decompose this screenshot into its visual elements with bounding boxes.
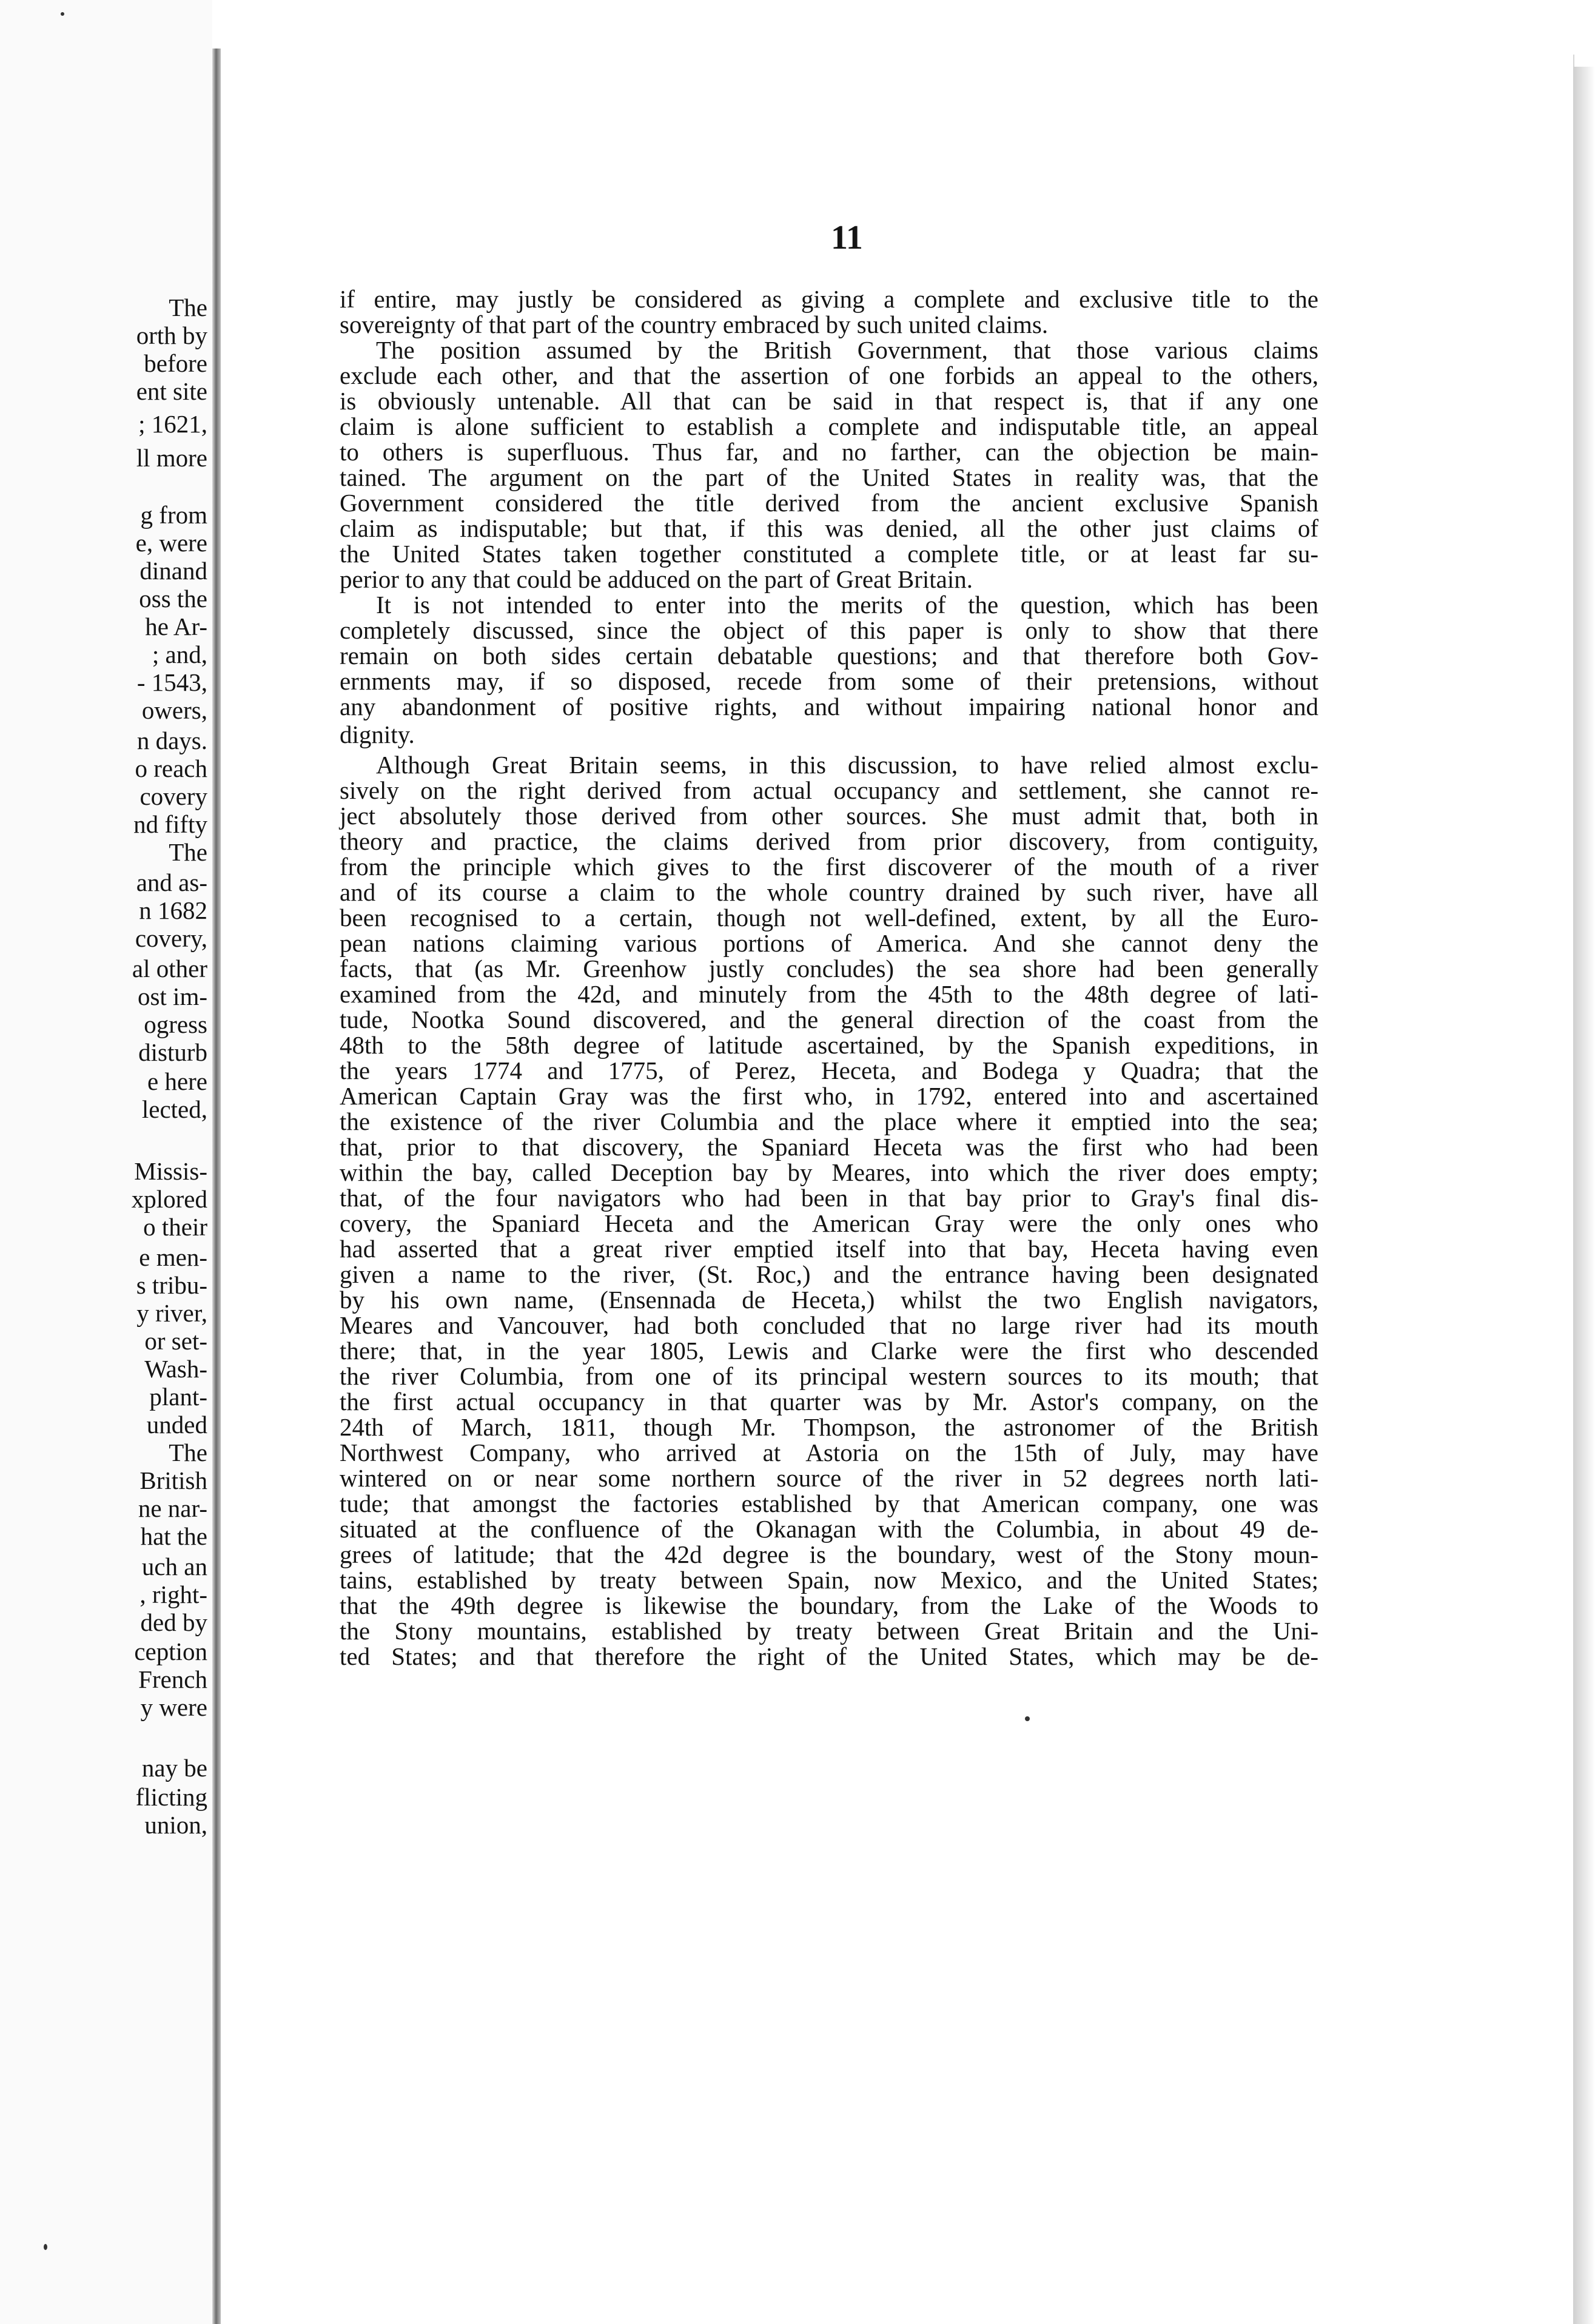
text-line: given a name to the river, (St. Roc,) and the entrance having been designated (340, 1260, 1318, 1288)
text-line: situated at the confluence of the Okanagan with the Columbia, in about 49 de- (340, 1515, 1318, 1543)
left-page-fragment: ent site (136, 377, 207, 405)
left-page-fragment: ; and, (152, 640, 207, 668)
left-page-fragment: xplored (131, 1185, 207, 1213)
text-line: claim as indisputable; but that, if this was denied, all the other just claims of (340, 514, 1318, 542)
text-line: been recognised to a certain, though not well-defined, extent, by all the Euro- (340, 904, 1318, 932)
text-line: that, prior to that discovery, the Spaniard Heceta was the first who had been (340, 1133, 1318, 1161)
left-page-fragment: nay be (141, 1754, 207, 1782)
left-page-fragment: owers, (141, 696, 207, 724)
left-page-fragment: The (169, 838, 207, 866)
text-line: that, of the four navigators who had been in that bay prior to Gray's final dis- (340, 1184, 1318, 1212)
text-line: remain on both sides certain debatable questions; and that therefore both Gov- (340, 642, 1318, 670)
text-line: sovereignty of that part of the country embraced by such united claims. (340, 311, 1049, 338)
left-page-fragment: covery (139, 782, 207, 810)
text-line: the first actual occupancy in that quarter was by Mr. Astor's company, on the (340, 1388, 1318, 1416)
text-line: It is not intended to enter into the merits of the question, which has been (376, 591, 1318, 619)
text-line: ted States; and that therefore the right of the United States, which may be de- (340, 1642, 1318, 1670)
text-line: to others is superfluous. Thus far, and no farther, can the objection be main- (340, 438, 1318, 466)
text-line: American Captain Gray was the first who, in 1792, entered into and ascertained (340, 1082, 1318, 1110)
text-line: completely discussed, since the object of this paper is only to show that there (340, 616, 1318, 644)
text-line: 24th of March, 1811, though Mr. Thompson, the astronomer of the British (340, 1413, 1318, 1441)
print-speck (61, 12, 64, 16)
text-line: is obviously untenable. All that can be said in that respect is, that if any one (340, 387, 1318, 415)
left-page-fragment: flicting (135, 1783, 207, 1811)
text-line: Northwest Company, who arrived at Astoria on the 15th of July, may have (340, 1439, 1318, 1466)
left-page-fragment: or set- (144, 1327, 207, 1355)
text-line: facts, that (as Mr. Greenhow justly concludes) the sea shore had been generally (340, 955, 1318, 982)
text-line: Meares and Vancouver, had both concluded that no large river had its mouth (340, 1311, 1318, 1339)
text-line: had asserted that a great river emptied itself into that bay, Heceta having even (340, 1235, 1318, 1263)
text-line: the existence of the river Columbia and the place where it emptied into the sea; (340, 1107, 1318, 1135)
left-page-fragment: nd fifty (133, 810, 207, 838)
left-page-fragment: y were (140, 1693, 207, 1721)
left-page-fragment: y river, (136, 1299, 207, 1327)
left-page-fragment: ost im- (137, 982, 207, 1010)
page-edge (1573, 67, 1595, 2324)
text-line: there; that, in the year 1805, Lewis and Clarke were the first who descended (340, 1337, 1318, 1365)
text-line: Government considered the title derived from the ancient exclusive Spanish (340, 489, 1318, 517)
left-page-fragment: e here (147, 1067, 207, 1095)
text-line: the Stony mountains, established by treaty between Great Britain and the Uni- (340, 1617, 1318, 1645)
left-page-fragment: French (138, 1665, 207, 1693)
text-line: the years 1774 and 1775, of Perez, Heceta, and Bodega y Quadra; that the (340, 1056, 1318, 1084)
left-page-fragment: and as- (136, 868, 207, 896)
left-page-fragment: e men- (139, 1243, 207, 1271)
text-line: exclude each other, and that the assertion of one forbids an appeal to the others, (340, 361, 1318, 389)
text-line: tains, established by treaty between Spain, now Mexico, and the United States; (340, 1566, 1318, 1594)
left-page-fragment: British (139, 1466, 207, 1494)
print-speck (1025, 1716, 1030, 1721)
left-page-fragment: dinand (139, 557, 207, 585)
text-line: the United States taken together constituted a complete title, or at least far su- (340, 540, 1318, 568)
text-line: the river Columbia, from one of its principal western sources to its mouth; that (340, 1362, 1318, 1390)
left-page-fragment: unded (146, 1411, 207, 1439)
left-page-fragment: ; 1621, (138, 410, 207, 438)
text-line: 48th to the 58th degree of latitude ascertained, by the Spanish expeditions, in (340, 1031, 1318, 1059)
book-spine (212, 49, 221, 2324)
left-page-fragment: Missis- (134, 1157, 207, 1185)
text-line: and of its course a claim to the whole country drained by such river, have all (340, 878, 1318, 906)
left-page-fragment: n days. (136, 727, 207, 754)
left-page-fragment: ne nar- (138, 1494, 207, 1522)
text-line: sively on the right derived from actual occupancy and settlement, she cannot re- (340, 776, 1318, 804)
left-page-fragment: o reach (135, 754, 207, 782)
left-page-fragment: he Ar- (145, 613, 207, 640)
text-line: examined from the 42d, and minutely from the 45th to the 48th degree of lati- (340, 980, 1318, 1008)
left-page-fragment: Wash- (144, 1355, 207, 1383)
text-line: theory and practice, the claims derived from prior discovery, from contiguity, (340, 827, 1318, 855)
text-line: wintered on or near some northern source of the river in 52 degrees north lati- (340, 1464, 1318, 1492)
text-line: The position assumed by the British Government, that those various claims (376, 336, 1318, 364)
left-page-fragment: oss the (139, 585, 207, 613)
left-page-fragment: n 1682 (139, 896, 207, 924)
print-speck (44, 2244, 47, 2250)
left-page-fragment: - 1543, (136, 668, 207, 696)
left-page-fragment: ception (134, 1637, 207, 1665)
left-page-fragment: The (169, 1439, 207, 1466)
text-line: within the bay, called Deception bay by Meares, into which the river does empty; (340, 1158, 1318, 1186)
left-page-fragment: ded by (140, 1608, 207, 1636)
text-line: dignity. (340, 720, 415, 748)
text-line: perior to any that could be adduced on the part of Great Britain. (340, 565, 973, 593)
text-line: tained. The argument on the part of the United States in reality was, that the (340, 463, 1318, 491)
text-line: tude; that amongst the factories established by that American company, one was (340, 1489, 1318, 1517)
text-line: if entire, may justly be considered as giving a complete and exclusive title to the (340, 285, 1318, 313)
left-page-fragment: lected, (141, 1095, 207, 1123)
text-line: any abandonment of positive rights, and without impairing national honor and (340, 693, 1318, 720)
text-line: from the principle which gives to the first discoverer of the mouth of a river (340, 853, 1318, 881)
text-line: pean nations claiming various portions of America. And she cannot deny the (340, 929, 1318, 957)
left-page-fragment: g from (140, 501, 207, 529)
text-line: that the 49th degree is likewise the boundary, from the Lake of the Woods to (340, 1591, 1318, 1619)
left-page-fragment: plant- (149, 1383, 207, 1411)
left-page-fragment: orth by (136, 321, 207, 349)
left-page-fragment: ll more (136, 444, 207, 472)
left-page-fragment: hat the (140, 1522, 207, 1550)
left-page-fragment: , right- (139, 1580, 207, 1608)
text-line: ject absolutely those derived from other sources. She must admit that, both in (340, 802, 1318, 830)
text-line: ernments may, if so disposed, recede from some of their pretensions, without (340, 667, 1318, 695)
left-page-fragment: al other (132, 955, 207, 982)
left-page-fragment: s tribu- (136, 1271, 207, 1299)
left-page-fragment: The (169, 294, 207, 321)
page-number: 11 (831, 219, 863, 257)
text-line: grees of latitude; that the 42d degree is the boundary, west of the Stony moun- (340, 1540, 1318, 1568)
left-page-fragment: before (144, 349, 207, 377)
text-line: tude, Nootka Sound discovered, and the general direction of the coast from the (340, 1006, 1318, 1033)
left-page-fragment: ogress (144, 1010, 207, 1038)
left-page-fragment: e, were (135, 529, 207, 557)
text-line: by his own name, (Ensennada de Heceta,) whilst the two English navigators, (340, 1286, 1318, 1314)
left-page-fragment: disturb (138, 1038, 207, 1066)
left-page-fragment: uch an (141, 1553, 207, 1580)
text-line: claim is alone sufficient to establish a complete and indisputable title, an appeal (340, 412, 1318, 440)
left-page-fragment: o their (143, 1213, 207, 1241)
left-page-fragment: union, (144, 1811, 207, 1839)
text-line: Although Great Britain seems, in this discussion, to have relied almost exclu- (376, 751, 1318, 779)
left-page-fragment: covery, (135, 924, 207, 952)
left-page (0, 0, 212, 2324)
text-line: covery, the Spaniard Heceta and the American Gray were the only ones who (340, 1209, 1318, 1237)
